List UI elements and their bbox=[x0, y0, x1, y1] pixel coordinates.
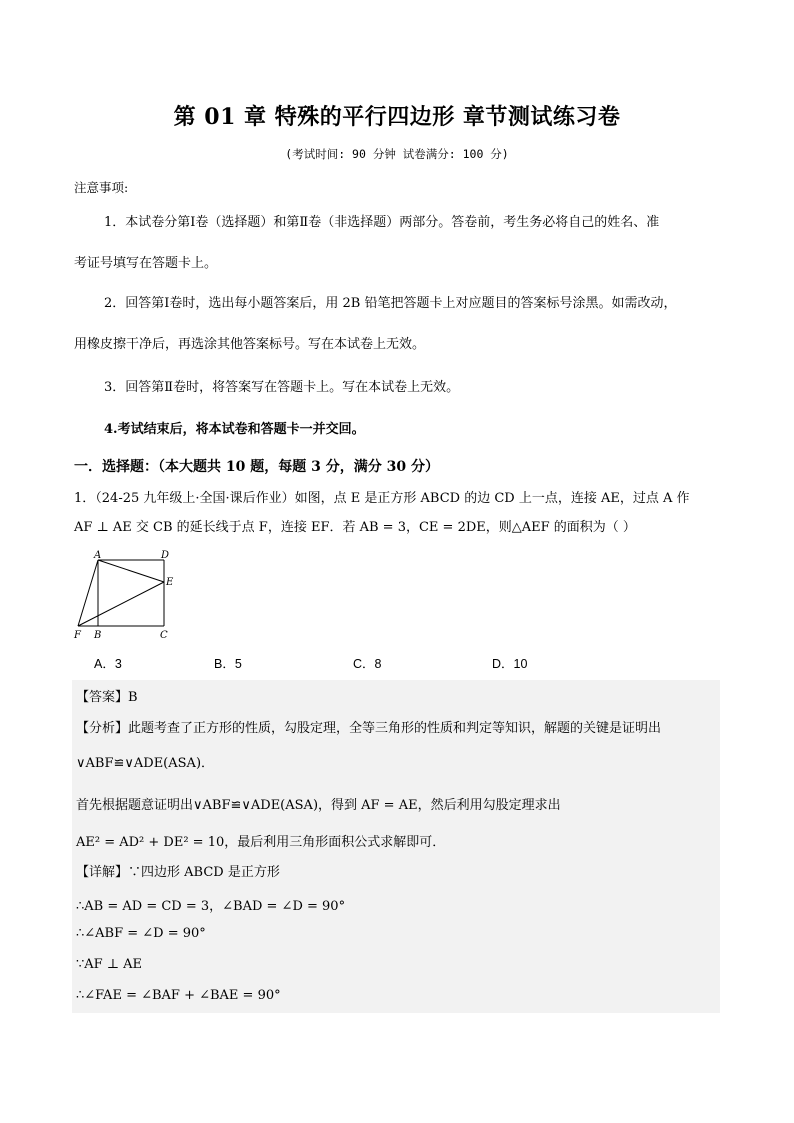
detail-line-5: ∴∠FAE = ∠BAF + ∠BAE = 90° bbox=[76, 988, 281, 1003]
detail-line-3: ∴∠ABF = ∠D = 90° bbox=[76, 926, 206, 941]
analysis-line-3: 首先根据题意证明出∨ABF≌∨ADE(ASA)，得到 AF = AE，然后利用勾股定理求出 bbox=[76, 798, 561, 813]
option-b[interactable]: B．5 bbox=[214, 657, 242, 671]
note-1-cont: 考证号填写在答题卡上。 bbox=[74, 256, 218, 271]
note-4: 4.考试结束后，将本试卷和答题卡一并交回。 bbox=[104, 422, 365, 437]
analysis-line-2: ∨ABF≌∨ADE(ASA)． bbox=[76, 756, 215, 771]
figure-label-b: B bbox=[94, 630, 102, 641]
question-1-line-1: 1．（24-25 九年级上·全国·课后作业）如图，点 E 是正方形 ABCD 的边 CD 上一点，连接 AE，过点 A 作 bbox=[74, 491, 690, 506]
answer-line: 【答案】B bbox=[76, 690, 138, 705]
exam-info: (考试时间: 90 分钟 试卷满分: 100 分) bbox=[285, 147, 509, 161]
analysis-line-4: AE² = AD² + DE² = 10，最后利用三角形面积公式求解即可． bbox=[76, 835, 446, 850]
figure-line-fe bbox=[78, 582, 164, 626]
option-c[interactable]: C．8 bbox=[353, 657, 382, 671]
analysis-line-1: 【分析】此题考查了正方形的性质，勾股定理，全等三角形的性质和判定等知识，解题的关键是证明出 bbox=[76, 721, 662, 736]
detail-line-4: ∵AF ⊥ AE bbox=[76, 957, 143, 972]
page-title: 第 01 章 特殊的平行四边形 章节测试练习卷 bbox=[173, 104, 621, 130]
detail-line-1: 【详解】∵四边形 ABCD 是正方形 bbox=[76, 865, 280, 880]
figure-label-c: C bbox=[160, 630, 168, 641]
option-d[interactable]: D．10 bbox=[492, 657, 528, 671]
geometry-figure bbox=[72, 550, 182, 642]
note-2-cont: 用橡皮擦干净后，再选涂其他答案标号。写在本试卷上无效。 bbox=[74, 337, 426, 352]
detail-line-2: ∴AB = AD = CD = 3，∠BAD = ∠D = 90° bbox=[76, 899, 346, 914]
figure-label-d: D bbox=[161, 550, 170, 561]
question-1-line-2: AF ⊥ AE 交 CB 的延长线于点 F，连接 EF．若 AB = 3，CE = 2DE，则△AEF 的面积为（ ） bbox=[74, 520, 636, 535]
figure-label-a: A bbox=[94, 550, 102, 561]
figure-line-ae bbox=[98, 560, 164, 582]
notes-heading: 注意事项: bbox=[74, 180, 129, 195]
note-2: 2．回答第Ⅰ卷时，选出每小题答案后，用 2B 铅笔把答题卡上对应题目的答案标号涂黑。如需改动， bbox=[104, 296, 677, 311]
figure-label-f: F bbox=[74, 630, 81, 641]
option-a[interactable]: A．3 bbox=[94, 657, 122, 671]
section-heading: 一．选择题：（本大题共 10 题，每题 3 分，满分 30 分） bbox=[74, 459, 439, 475]
figure-line-af bbox=[78, 560, 98, 626]
figure-label-e: E bbox=[166, 577, 174, 588]
note-1: 1．本试卷分第Ⅰ卷（选择题）和第Ⅱ卷（非选择题）两部分。答卷前，考生务必将自己的姓名、准 bbox=[104, 215, 660, 230]
note-3: 3．回答第Ⅱ卷时，将答案写在答题卡上。写在本试卷上无效。 bbox=[104, 380, 460, 395]
